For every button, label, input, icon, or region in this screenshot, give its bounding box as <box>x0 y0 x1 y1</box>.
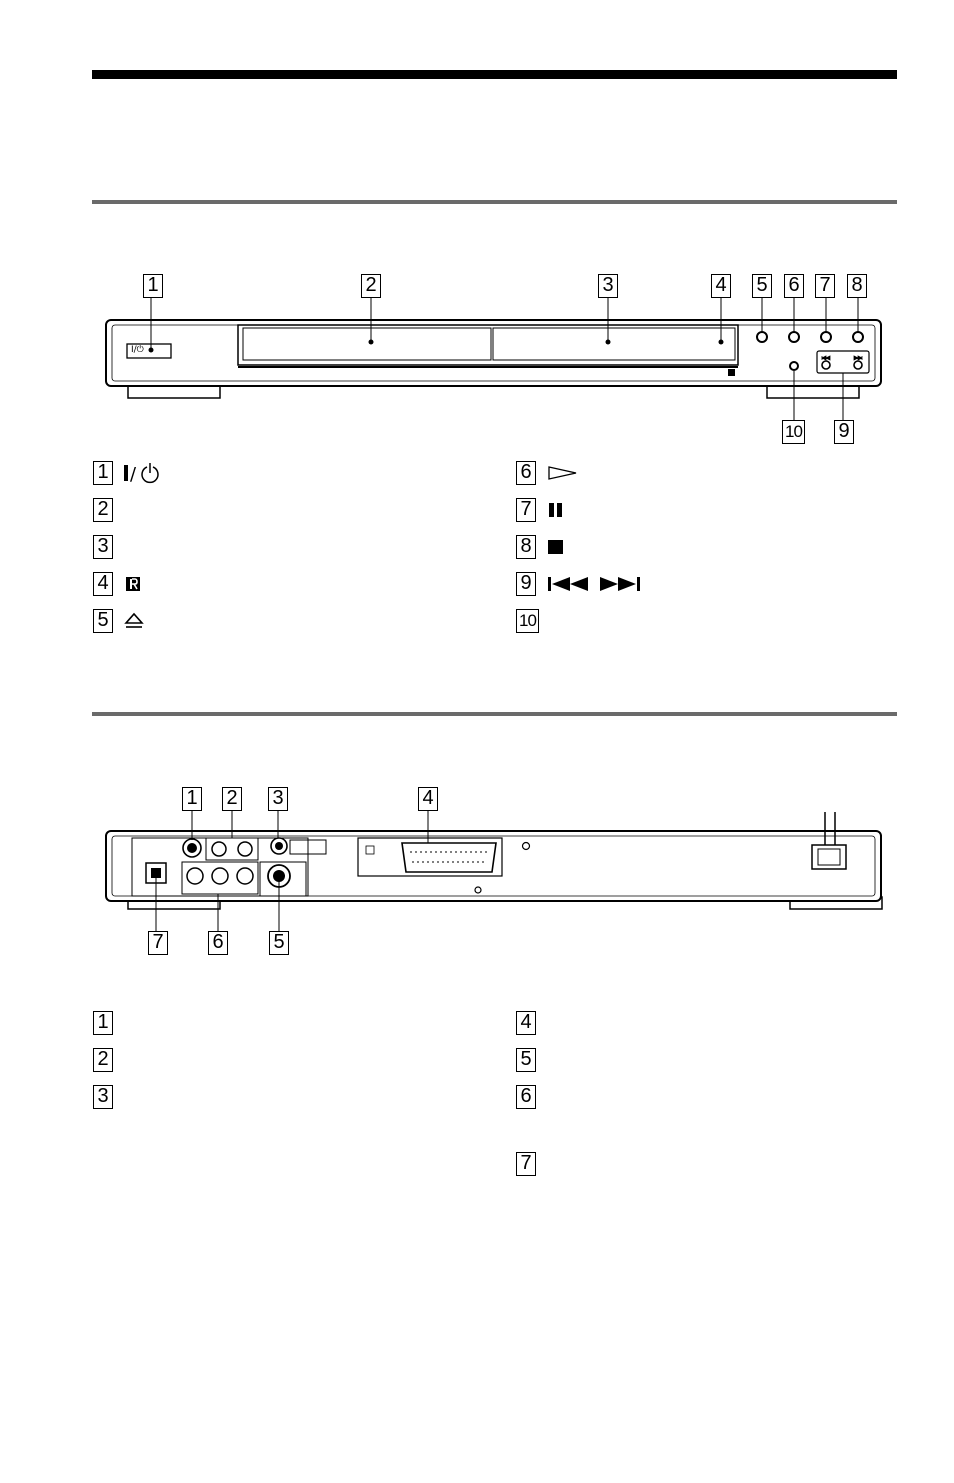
front-callout-9: 9 <box>834 420 854 444</box>
rear-callout-4: 4 <box>418 787 438 811</box>
svg-text:/: / <box>130 464 137 485</box>
rear-legend-num-7: 7 <box>516 1152 536 1176</box>
rear-legend-num-3: 3 <box>93 1085 113 1109</box>
rear-callout-5: 5 <box>269 931 289 955</box>
front-callout-8: 8 <box>847 274 867 298</box>
power-button-label: I/⏻ <box>131 345 144 355</box>
rear-legend-num-4: 4 <box>516 1011 536 1035</box>
legend-num: 3 <box>93 535 113 559</box>
front-callout-4: 4 <box>711 274 731 298</box>
front-callout-7: 7 <box>815 274 835 298</box>
front-callout-5: 5 <box>752 274 772 298</box>
rear-legend-num-1: 1 <box>93 1011 113 1035</box>
legend-num: 7 <box>516 498 536 522</box>
rear-callout-2: 2 <box>222 787 242 811</box>
rear-callout-7: 7 <box>148 931 168 955</box>
front-callout-6: 6 <box>784 274 804 298</box>
front-callout-1: 1 <box>143 274 163 298</box>
rear-callout-6: 6 <box>208 931 228 955</box>
legend-num: 4 <box>93 572 113 596</box>
rear-legend-num-5: 5 <box>516 1048 536 1072</box>
front-callout-2: 2 <box>361 274 381 298</box>
legend-num: 6 <box>516 461 536 485</box>
rear-callout-1: 1 <box>182 787 202 811</box>
legend-num: 8 <box>516 535 536 559</box>
legend-num: 10 <box>516 609 539 633</box>
front-callout-10: 10 <box>782 420 805 444</box>
rear-callout-3: 3 <box>268 787 288 811</box>
legend-num: 5 <box>93 609 113 633</box>
legend-num: 9 <box>516 572 536 596</box>
rear-legend-num-6: 6 <box>516 1085 536 1109</box>
rear-legend-num-2: 2 <box>93 1048 113 1072</box>
front-callout-3: 3 <box>598 274 618 298</box>
legend-num: 1 <box>93 461 113 485</box>
legend-num: 2 <box>93 498 113 522</box>
